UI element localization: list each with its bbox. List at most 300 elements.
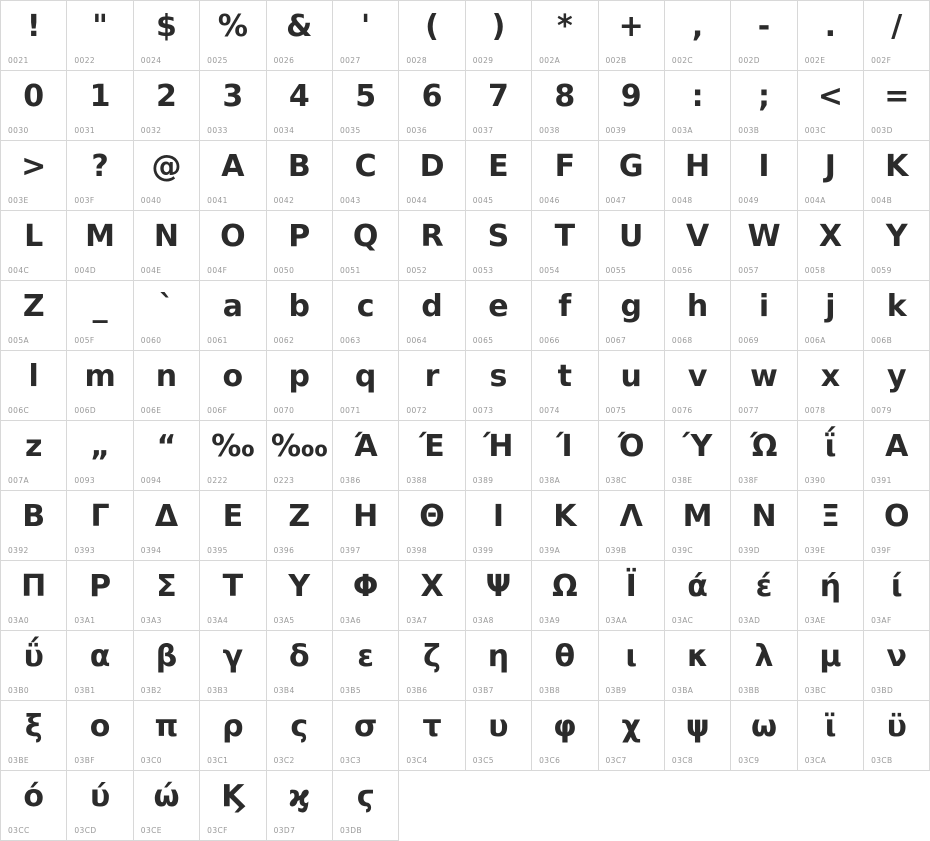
glyph-codepoint: 03A7 <box>406 616 428 625</box>
glyph-cell[interactable] <box>864 491 930 561</box>
glyph-cell[interactable] <box>333 631 399 701</box>
glyph-cell[interactable] <box>1 701 67 771</box>
glyph-codepoint: 004F <box>207 266 228 275</box>
glyph-codepoint: 03C5 <box>472 756 494 765</box>
glyph-cell[interactable] <box>731 351 797 421</box>
glyph-codepoint: 0079 <box>871 406 892 415</box>
glyph-cell[interactable] <box>599 631 665 701</box>
glyph-cell[interactable] <box>665 141 731 211</box>
glyph-cell[interactable] <box>599 351 665 421</box>
glyph-cell[interactable] <box>798 71 864 141</box>
glyph-cell[interactable] <box>267 771 333 841</box>
glyph-cell[interactable] <box>134 491 200 561</box>
glyph-codepoint: 0067 <box>605 336 627 345</box>
glyph-character: Κ <box>553 499 577 534</box>
glyph-character: i <box>758 289 770 324</box>
glyph-character: μ <box>819 639 842 674</box>
glyph-cell[interactable] <box>665 561 731 631</box>
glyph-codepoint: 03BA <box>671 686 694 695</box>
glyph-cell[interactable] <box>134 631 200 701</box>
glyph-character: ψ <box>685 709 710 744</box>
glyph-codepoint: 0391 <box>871 476 892 485</box>
glyph-cell[interactable] <box>333 491 399 561</box>
glyph-cell[interactable] <box>267 1 333 71</box>
glyph-cell[interactable] <box>599 1 665 71</box>
glyph-character: L <box>24 219 44 254</box>
glyph-cell[interactable] <box>399 701 465 771</box>
glyph-cell-empty <box>532 771 598 841</box>
glyph-character: Ώ <box>750 429 778 464</box>
glyph-cell-empty <box>731 771 797 841</box>
glyph-cell[interactable] <box>599 71 665 141</box>
glyph-cell[interactable] <box>399 421 465 491</box>
glyph-cell[interactable] <box>67 771 133 841</box>
glyph-cell[interactable] <box>532 1 598 71</box>
glyph-character: τ <box>422 709 442 744</box>
glyph-codepoint: 0045 <box>472 196 494 205</box>
glyph-cell[interactable] <box>333 421 399 491</box>
glyph-cell[interactable] <box>798 351 864 421</box>
glyph-character: ' <box>361 9 371 44</box>
glyph-character: π <box>154 709 179 744</box>
glyph-codepoint: 03B7 <box>472 686 494 695</box>
glyph-character: O <box>220 219 246 254</box>
glyph-cell[interactable] <box>333 771 399 841</box>
glyph-codepoint: 003E <box>8 196 29 205</box>
glyph-codepoint: 0043 <box>339 196 361 205</box>
glyph-character: % <box>217 9 248 44</box>
glyph-cell[interactable] <box>731 71 797 141</box>
glyph-character: d <box>421 289 443 324</box>
glyph-cell[interactable] <box>67 141 133 211</box>
glyph-cell[interactable] <box>1 1 67 71</box>
glyph-cell[interactable] <box>200 141 266 211</box>
glyph-codepoint: 0041 <box>207 196 228 205</box>
glyph-character: ί <box>890 569 903 604</box>
glyph-cell[interactable] <box>864 71 930 141</box>
glyph-cell[interactable] <box>798 141 864 211</box>
glyph-character: 9 <box>620 79 642 114</box>
glyph-codepoint: 0222 <box>207 476 228 485</box>
glyph-character: Ή <box>483 429 514 464</box>
glyph-codepoint: 038E <box>671 476 693 485</box>
glyph-codepoint: 004C <box>8 266 30 275</box>
glyph-cell[interactable] <box>798 211 864 281</box>
glyph-codepoint: 003C <box>804 126 826 135</box>
glyph-character: λ <box>754 639 774 674</box>
glyph-cell[interactable] <box>731 1 797 71</box>
glyph-cell[interactable] <box>134 421 200 491</box>
glyph-codepoint: 03C8 <box>671 756 694 765</box>
glyph-cell[interactable] <box>399 351 465 421</box>
glyph-character: t <box>557 359 572 394</box>
glyph-character: Ξ <box>820 499 840 534</box>
glyph-cell-empty <box>399 771 465 841</box>
glyph-cell[interactable] <box>798 701 864 771</box>
glyph-codepoint: 003A <box>671 126 693 135</box>
glyph-cell[interactable] <box>731 561 797 631</box>
glyph-character: g <box>620 289 642 324</box>
glyph-cell[interactable] <box>532 701 598 771</box>
glyph-cell[interactable] <box>466 141 532 211</box>
glyph-cell[interactable] <box>333 71 399 141</box>
glyph-character: “ <box>156 429 177 464</box>
glyph-codepoint: 002E <box>804 56 826 65</box>
glyph-cell[interactable] <box>532 421 598 491</box>
glyph-character: ς <box>290 709 309 744</box>
glyph-character: r <box>424 359 440 394</box>
glyph-cell[interactable] <box>731 211 797 281</box>
glyph-cell[interactable] <box>731 701 797 771</box>
glyph-codepoint: 03C6 <box>539 756 561 765</box>
glyph-cell[interactable] <box>1 631 67 701</box>
glyph-cell[interactable] <box>67 1 133 71</box>
glyph-cell[interactable] <box>864 701 930 771</box>
glyph-cell[interactable] <box>134 701 200 771</box>
glyph-codepoint: 0396 <box>273 546 295 555</box>
glyph-cell[interactable] <box>532 71 598 141</box>
glyph-character: Z <box>22 289 45 324</box>
glyph-cell[interactable] <box>466 491 532 561</box>
glyph-codepoint: 03DB <box>339 826 363 835</box>
glyph-character: β <box>155 639 178 674</box>
glyph-character: Ο <box>884 499 910 534</box>
glyph-codepoint: 0044 <box>406 196 428 205</box>
glyph-character: Μ <box>682 499 713 534</box>
glyph-codepoint: 0036 <box>406 126 428 135</box>
glyph-cell[interactable] <box>134 1 200 71</box>
glyph-character: Ύ <box>682 429 713 464</box>
glyph-character: η <box>487 639 510 674</box>
glyph-codepoint: 03CA <box>804 756 827 765</box>
glyph-cell[interactable] <box>599 141 665 211</box>
glyph-cell[interactable] <box>798 561 864 631</box>
glyph-codepoint: 007A <box>8 476 30 485</box>
glyph-cell[interactable] <box>665 351 731 421</box>
glyph-character: „ <box>90 429 110 464</box>
glyph-cell[interactable] <box>864 141 930 211</box>
glyph-codepoint: 03C4 <box>406 756 428 765</box>
glyph-cell[interactable] <box>267 701 333 771</box>
glyph-cell[interactable] <box>1 561 67 631</box>
glyph-codepoint: 006B <box>871 336 893 345</box>
glyph-cell-empty <box>466 771 532 841</box>
glyph-cell[interactable] <box>200 631 266 701</box>
glyph-cell[interactable] <box>532 631 598 701</box>
glyph-cell[interactable] <box>200 491 266 561</box>
glyph-cell[interactable] <box>864 211 930 281</box>
glyph-character: ρ <box>222 709 244 744</box>
glyph-cell[interactable] <box>333 1 399 71</box>
glyph-cell[interactable] <box>532 351 598 421</box>
glyph-cell[interactable] <box>599 701 665 771</box>
glyph-cell[interactable] <box>599 491 665 561</box>
glyph-cell[interactable] <box>67 561 133 631</box>
glyph-character: & <box>286 9 313 44</box>
glyph-character: = <box>884 79 910 114</box>
glyph-codepoint: 004D <box>74 266 97 275</box>
glyph-cell[interactable] <box>200 771 266 841</box>
glyph-cell[interactable] <box>466 701 532 771</box>
glyph-cell[interactable] <box>67 631 133 701</box>
glyph-cell[interactable] <box>798 1 864 71</box>
glyph-cell[interactable] <box>67 421 133 491</box>
glyph-cell[interactable] <box>798 421 864 491</box>
glyph-cell[interactable] <box>399 491 465 561</box>
glyph-character: q <box>354 359 377 394</box>
glyph-codepoint: 03BC <box>804 686 827 695</box>
glyph-cell[interactable] <box>731 421 797 491</box>
glyph-character: Ν <box>751 499 777 534</box>
glyph-cell-empty <box>864 771 930 841</box>
glyph-codepoint: 0093 <box>74 476 96 485</box>
glyph-cell[interactable] <box>665 421 731 491</box>
glyph-character: Y <box>885 219 908 254</box>
glyph-cell[interactable] <box>267 211 333 281</box>
glyph-cell[interactable] <box>267 561 333 631</box>
glyph-character: Έ <box>419 429 445 464</box>
glyph-character: Ϗ <box>221 779 245 814</box>
glyph-cell[interactable] <box>864 1 930 71</box>
glyph-cell[interactable] <box>200 561 266 631</box>
glyph-cell[interactable] <box>200 71 266 141</box>
glyph-cell[interactable] <box>731 631 797 701</box>
glyph-cell[interactable] <box>134 561 200 631</box>
glyph-cell[interactable] <box>466 631 532 701</box>
glyph-cell[interactable] <box>267 351 333 421</box>
glyph-cell[interactable] <box>665 491 731 561</box>
glyph-cell[interactable] <box>333 561 399 631</box>
glyph-cell[interactable] <box>466 1 532 71</box>
glyph-cell[interactable] <box>67 701 133 771</box>
glyph-codepoint: 0059 <box>871 266 892 275</box>
glyph-codepoint: 039B <box>605 546 627 555</box>
glyph-codepoint: 004E <box>140 266 162 275</box>
glyph-cell[interactable] <box>399 211 465 281</box>
glyph-character: > <box>21 149 47 184</box>
glyph-character: z <box>24 429 43 464</box>
glyph-character: X <box>818 219 842 254</box>
glyph-character: , <box>691 9 704 44</box>
glyph-codepoint: 039C <box>671 546 694 555</box>
glyph-codepoint: 0054 <box>539 266 560 275</box>
glyph-codepoint: 03BB <box>738 686 760 695</box>
glyph-character: C <box>354 149 377 184</box>
glyph-character: T <box>554 219 576 254</box>
glyph-codepoint: 03C9 <box>738 756 760 765</box>
glyph-cell[interactable] <box>1 491 67 561</box>
glyph-character: φ <box>553 709 577 744</box>
glyph-cell[interactable] <box>665 1 731 71</box>
glyph-character: ϊ <box>824 709 837 744</box>
glyph-cell[interactable] <box>267 71 333 141</box>
glyph-cell[interactable] <box>466 211 532 281</box>
glyph-cell[interactable] <box>134 281 200 351</box>
glyph-character: Ό <box>617 429 645 464</box>
glyph-cell[interactable] <box>67 281 133 351</box>
glyph-cell[interactable] <box>200 1 266 71</box>
glyph-codepoint: 0047 <box>605 196 627 205</box>
glyph-cell[interactable] <box>864 561 930 631</box>
glyph-character: _ <box>92 289 108 324</box>
glyph-cell[interactable] <box>731 491 797 561</box>
glyph-cell[interactable] <box>267 491 333 561</box>
glyph-cell[interactable] <box>333 281 399 351</box>
glyph-codepoint: 006E <box>140 406 162 415</box>
glyph-cell[interactable] <box>466 351 532 421</box>
glyph-cell[interactable] <box>466 281 532 351</box>
glyph-character: : <box>691 79 704 114</box>
glyph-cell[interactable] <box>466 421 532 491</box>
glyph-cell[interactable] <box>333 211 399 281</box>
glyph-cell[interactable] <box>399 71 465 141</box>
glyph-cell[interactable] <box>200 701 266 771</box>
glyph-cell[interactable] <box>665 211 731 281</box>
glyph-cell[interactable] <box>333 701 399 771</box>
glyph-cell[interactable] <box>134 71 200 141</box>
glyph-cell[interactable] <box>200 351 266 421</box>
glyph-codepoint: 03AC <box>671 616 694 625</box>
glyph-cell[interactable] <box>1 141 67 211</box>
glyph-character: ‰ <box>211 429 255 464</box>
glyph-cell[interactable] <box>599 281 665 351</box>
glyph-codepoint: 0393 <box>74 546 96 555</box>
glyph-cell[interactable] <box>134 351 200 421</box>
glyph-character: Ζ <box>288 499 311 534</box>
glyph-cell[interactable] <box>399 281 465 351</box>
glyph-codepoint: 0038 <box>539 126 560 135</box>
glyph-codepoint: 0048 <box>671 196 693 205</box>
glyph-cell[interactable] <box>67 71 133 141</box>
glyph-cell[interactable] <box>134 141 200 211</box>
glyph-cell[interactable] <box>1 771 67 841</box>
glyph-cell[interactable] <box>134 771 200 841</box>
glyph-codepoint: 0055 <box>605 266 627 275</box>
glyph-cell[interactable] <box>864 351 930 421</box>
glyph-codepoint: 0039 <box>605 126 627 135</box>
glyph-cell[interactable] <box>67 351 133 421</box>
glyph-codepoint: 03C2 <box>273 756 295 765</box>
glyph-cell[interactable] <box>267 421 333 491</box>
glyph-cell[interactable] <box>466 71 532 141</box>
glyph-cell[interactable] <box>864 421 930 491</box>
glyph-codepoint: 0399 <box>472 546 494 555</box>
glyph-character: ϗ <box>288 779 311 814</box>
glyph-codepoint: 004A <box>804 196 826 205</box>
glyph-codepoint: 03C7 <box>605 756 627 765</box>
glyph-cell[interactable] <box>599 421 665 491</box>
glyph-cell[interactable] <box>532 491 598 561</box>
glyph-codepoint: 0073 <box>472 406 494 415</box>
glyph-character: ( <box>425 9 439 44</box>
glyph-cell[interactable] <box>466 561 532 631</box>
glyph-cell[interactable] <box>267 141 333 211</box>
glyph-cell[interactable] <box>599 211 665 281</box>
glyph-codepoint: 0029 <box>472 56 494 65</box>
glyph-codepoint: 0025 <box>207 56 228 65</box>
glyph-character: υ <box>488 709 509 744</box>
glyph-character: M <box>85 219 116 254</box>
glyph-codepoint: 0390 <box>804 476 826 485</box>
glyph-character: δ <box>288 639 310 674</box>
glyph-character: ά <box>687 569 708 604</box>
glyph-character: V <box>685 219 710 254</box>
glyph-cell[interactable] <box>200 281 266 351</box>
glyph-character: N <box>153 219 180 254</box>
glyph-character: Ε <box>222 499 244 534</box>
glyph-character: γ <box>222 639 244 674</box>
glyph-cell[interactable] <box>333 141 399 211</box>
glyph-cell[interactable] <box>200 421 266 491</box>
glyph-cell[interactable] <box>798 281 864 351</box>
glyph-codepoint: 0389 <box>472 476 494 485</box>
glyph-cell[interactable] <box>399 141 465 211</box>
glyph-cell[interactable] <box>532 281 598 351</box>
glyph-cell[interactable] <box>399 631 465 701</box>
glyph-cell[interactable] <box>532 141 598 211</box>
glyph-codepoint: 0062 <box>273 336 295 345</box>
glyph-character: 0 <box>23 79 45 114</box>
glyph-codepoint: 0064 <box>406 336 428 345</box>
glyph-codepoint: 006F <box>207 406 228 415</box>
glyph-cell[interactable] <box>532 561 598 631</box>
glyph-codepoint: 039F <box>871 546 892 555</box>
glyph-character: b <box>288 289 310 324</box>
glyph-cell[interactable] <box>599 561 665 631</box>
glyph-codepoint: 0053 <box>472 266 494 275</box>
glyph-codepoint: 03BD <box>871 686 894 695</box>
glyph-cell[interactable] <box>267 631 333 701</box>
glyph-character: ΰ <box>23 639 44 674</box>
glyph-character: ` <box>158 289 174 324</box>
glyph-cell[interactable] <box>333 351 399 421</box>
glyph-codepoint: 0395 <box>207 546 228 555</box>
glyph-cell[interactable] <box>532 211 598 281</box>
glyph-cell[interactable] <box>1 351 67 421</box>
glyph-cell[interactable] <box>665 701 731 771</box>
glyph-codepoint: 0022 <box>74 56 96 65</box>
glyph-character: f <box>558 289 572 324</box>
glyph-cell[interactable] <box>731 281 797 351</box>
glyph-codepoint: 03B3 <box>207 686 229 695</box>
glyph-cell[interactable] <box>267 281 333 351</box>
glyph-cell[interactable] <box>731 141 797 211</box>
glyph-codepoint: 002D <box>738 56 760 65</box>
glyph-character: D <box>419 149 445 184</box>
glyph-cell[interactable] <box>1 421 67 491</box>
glyph-cell[interactable] <box>1 281 67 351</box>
glyph-cell[interactable] <box>67 491 133 561</box>
glyph-character: p <box>288 359 310 394</box>
glyph-codepoint: 006A <box>804 336 826 345</box>
glyph-character: χ <box>621 709 641 744</box>
glyph-cell[interactable] <box>798 491 864 561</box>
glyph-cell[interactable] <box>399 561 465 631</box>
glyph-cell[interactable] <box>665 631 731 701</box>
glyph-cell[interactable] <box>399 1 465 71</box>
glyph-cell[interactable] <box>665 71 731 141</box>
glyph-cell[interactable] <box>864 281 930 351</box>
glyph-codepoint: 0061 <box>207 336 228 345</box>
glyph-cell[interactable] <box>1 71 67 141</box>
glyph-cell[interactable] <box>1 211 67 281</box>
glyph-cell[interactable] <box>864 631 930 701</box>
glyph-cell[interactable] <box>67 211 133 281</box>
glyph-cell[interactable] <box>798 631 864 701</box>
glyph-cell[interactable] <box>665 281 731 351</box>
glyph-cell[interactable] <box>134 211 200 281</box>
glyph-cell[interactable] <box>200 211 266 281</box>
